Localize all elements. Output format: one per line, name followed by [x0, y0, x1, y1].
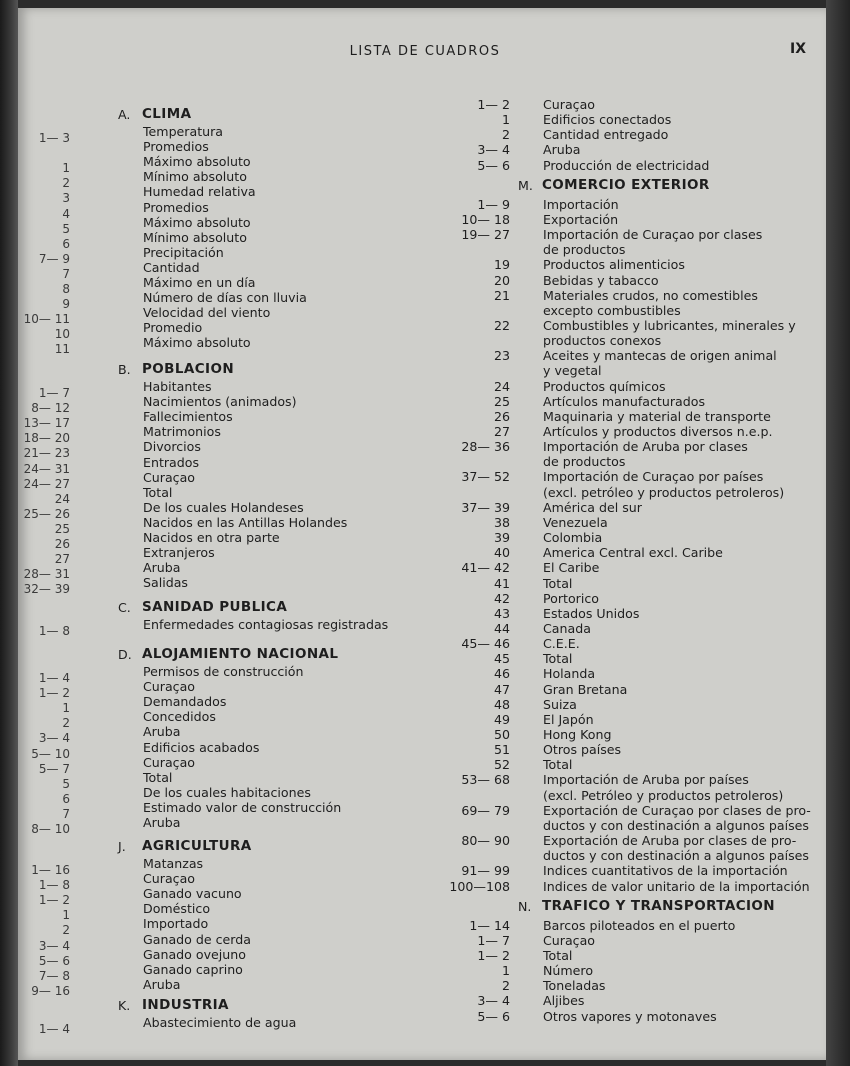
table-number: 40	[493, 545, 510, 561]
margin-table-number: 1— 16	[31, 863, 70, 877]
table-entry: Curaçao	[543, 97, 596, 112]
table-entry: (excl. Petróleo y productos petroleros)	[543, 787, 784, 803]
margin-table-number: 1— 2	[38, 686, 70, 701]
table-entry: Edificios acabados	[143, 739, 260, 755]
table-number: 1— 9	[477, 196, 510, 212]
table-number: 28— 36	[461, 439, 510, 455]
table-number: 45— 46	[461, 636, 510, 652]
table-entry: de productos	[543, 454, 626, 470]
table-entry: (excl. petróleo y productos petroleros)	[543, 484, 785, 500]
table-number: 24	[493, 378, 510, 394]
table-entry: Artículos manufacturados	[543, 393, 706, 409]
table-entry: Estimado valor de construcción	[143, 799, 342, 815]
table-number: 51	[493, 742, 510, 758]
table-entry: Otros países	[543, 742, 622, 758]
table-entry: Aruba	[143, 724, 181, 740]
margin-table-number: 8— 12	[31, 401, 70, 416]
table-entry: Concedidos	[143, 709, 216, 725]
table-entry: Nacidos en otra parte	[143, 530, 280, 545]
margin-table-number: 26	[54, 537, 70, 551]
margin-table-number: 5— 7	[38, 761, 70, 776]
table-entry: Maquinaria y material de transporte	[543, 408, 771, 424]
table-entry: Exportación de Curaçao por clases de pro-	[543, 802, 811, 818]
table-entry: Exportación de Aruba por clases de pro-	[543, 833, 797, 849]
table-number: 10— 18	[461, 211, 510, 227]
margin-table-number: 2	[62, 923, 70, 938]
table-entry: Matrimonios	[143, 424, 221, 440]
table-number: 100—108	[449, 878, 510, 894]
table-number: 2	[501, 978, 510, 994]
margin-table-number: 1— 8	[38, 878, 70, 893]
page-edge	[826, 0, 850, 1066]
section-letter: K.	[118, 998, 131, 1013]
margin-table-number: 24	[54, 491, 70, 506]
table-number: 26	[493, 408, 510, 424]
margin-table-number: 11	[54, 342, 70, 357]
table-entry: Divorcios	[143, 439, 201, 455]
section-title: INDUSTRIA	[142, 997, 229, 1013]
table-entry: excepto combustibles	[543, 302, 681, 318]
table-entry: Indices cuantitativos de la importación	[543, 863, 788, 879]
margin-table-number: 28— 31	[23, 567, 70, 582]
table-entry: Gran Bretana	[543, 681, 628, 697]
table-entry: Promedios	[143, 199, 209, 215]
margin-table-number: 1	[62, 908, 70, 923]
table-entry: Edificios conectados	[543, 112, 672, 128]
margin-table-number: 2	[62, 716, 70, 731]
margin-table-number: 18— 20	[23, 431, 70, 446]
book-spine	[0, 0, 18, 1066]
table-number: 21	[493, 287, 510, 303]
table-entry: América del sur	[543, 499, 642, 515]
margin-table-number: 6	[62, 791, 70, 806]
table-entry: Nacimientos (animados)	[143, 394, 297, 410]
table-entry: Máximo absoluto	[143, 214, 251, 230]
section-title: SANIDAD PUBLICA	[142, 599, 288, 615]
table-number: 49	[493, 711, 510, 727]
table-entry: Máximo en un día	[143, 275, 256, 290]
table-entry: Otros vapores y motonaves	[543, 1008, 717, 1024]
table-entry: Hong Kong	[543, 727, 612, 742]
table-entry: Cantidad entregado	[543, 127, 669, 143]
table-entry: Fallecimientos	[143, 409, 233, 425]
margin-table-number: 6	[62, 236, 70, 251]
table-entry: Aruba	[543, 142, 581, 158]
table-entry: Cantidad	[143, 259, 200, 275]
table-number: 91— 99	[461, 863, 510, 879]
table-entry: ductos y con destinación a algunos países	[543, 817, 809, 833]
margin-table-number: 9	[62, 297, 70, 312]
margin-table-number: 1— 7	[38, 386, 70, 400]
table-number: 39	[493, 530, 510, 546]
table-number: 20	[493, 272, 510, 288]
margin-table-number: 9— 16	[31, 983, 70, 998]
table-entry: Importación	[543, 196, 619, 212]
table-number: 1— 14	[469, 917, 510, 933]
table-entry: Ganado vacuno	[143, 886, 242, 902]
table-number: 37— 52	[461, 469, 510, 485]
table-entry: El Japón	[543, 711, 594, 727]
margin-table-number: 1— 4	[38, 1022, 70, 1036]
table-number: 1	[501, 963, 510, 979]
margin-table-number: 1— 8	[38, 624, 70, 638]
table-number: 1— 7	[477, 932, 510, 948]
table-number: 69— 79	[461, 802, 510, 818]
margin-table-number: 1— 4	[38, 671, 70, 685]
margin-table-number: 1	[62, 701, 70, 716]
table-entry: Combustibles y lubricantes, minerales y	[543, 317, 796, 333]
table-entry: Matanzas	[143, 856, 204, 871]
table-number: 3— 4	[477, 142, 510, 158]
table-entry: y vegetal	[543, 363, 602, 379]
margin-table-number: 10— 11	[23, 312, 70, 327]
table-entry: Extranjeros	[143, 545, 215, 561]
table-entry: Producción de electricidad	[543, 157, 710, 173]
table-number: 2	[501, 127, 510, 143]
table-entry: Bebidas y tabacco	[543, 272, 659, 288]
table-entry: Máximo absoluto	[143, 335, 251, 351]
table-entry: Mínimo absoluto	[143, 169, 247, 185]
table-entry: Aljibes	[543, 993, 585, 1009]
section-title: POBLACION	[142, 361, 235, 377]
section-title: ALOJAMIENTO NACIONAL	[142, 646, 339, 662]
margin-table-number: 3— 4	[38, 938, 70, 953]
margin-table-number: 7	[62, 266, 70, 281]
table-number: 41	[493, 575, 510, 591]
table-number: 80— 90	[461, 833, 510, 849]
table-entry: Total	[543, 651, 573, 667]
table-entry: Temperatura	[143, 124, 224, 139]
margin-table-number: 7— 9	[38, 251, 70, 266]
table-entry: de productos	[543, 242, 626, 258]
table-entry: Barcos piloteados en el puerto	[543, 917, 736, 933]
margin-table-number: 13— 17	[23, 416, 70, 431]
section-letter: A.	[118, 107, 131, 122]
section-letter: N.	[518, 898, 532, 914]
table-number: 47	[493, 681, 510, 697]
table-entry: Doméstico	[143, 901, 211, 917]
margin-table-number: 8	[62, 282, 70, 296]
section-letter: B.	[118, 362, 131, 377]
table-number: 50	[493, 727, 510, 742]
table-entry: Nacidos en las Antillas Holandes	[143, 514, 348, 530]
table-entry: Total	[543, 947, 573, 963]
table-entry: De los cuales habitaciones	[143, 784, 311, 800]
margin-table-number: 1— 2	[38, 893, 70, 908]
margin-table-number: 1	[62, 161, 70, 176]
table-entry: Importación de Aruba por países	[543, 772, 749, 788]
table-entry: Curaçao	[143, 469, 196, 485]
table-entry: Ganado de cerda	[143, 931, 251, 947]
section-title: CLIMA	[142, 106, 192, 122]
table-entry: Curaçao	[143, 871, 196, 887]
table-entry: ductos y con destinación a algunos países	[543, 848, 809, 864]
table-entry: De los cuales Holandeses	[143, 499, 304, 515]
margin-table-number: 5	[62, 776, 70, 791]
table-entry: Demandados	[143, 694, 227, 710]
margin-table-number: 5— 6	[38, 953, 70, 968]
section-title: AGRICULTURA	[142, 838, 252, 854]
table-entry: Ganado caprino	[143, 961, 243, 977]
table-entry: Humedad relativa	[143, 184, 256, 200]
table-number: 3— 4	[477, 993, 510, 1009]
table-number: 22	[493, 317, 510, 333]
margin-table-number: 3	[62, 191, 70, 206]
table-entry: Artículos y productos diversos n.e.p.	[543, 424, 773, 439]
table-entry: Precipitación	[143, 244, 224, 260]
table-entry: Salidas	[143, 575, 188, 591]
margin-table-number: 1— 3	[38, 131, 70, 145]
table-number: 52	[493, 757, 510, 773]
table-entry: Materiales crudos, no comestibles	[543, 287, 758, 303]
margin-table-number: 5— 10	[31, 746, 70, 761]
margin-table-number: 3— 4	[38, 731, 70, 746]
page-number: IX	[789, 41, 806, 57]
table-entry: Habitantes	[143, 379, 212, 394]
margin-table-number: 25	[54, 521, 70, 536]
margin-table-number: 8— 10	[31, 822, 70, 836]
table-entry: Exportación	[543, 211, 619, 227]
table-number: 1— 2	[477, 97, 510, 112]
table-entry: Canada	[543, 620, 591, 636]
table-number: 5— 6	[477, 157, 510, 173]
table-entry: Colombia	[543, 530, 603, 546]
table-number: 27	[493, 424, 510, 439]
table-entry: Total	[543, 575, 573, 591]
margin-table-number: 24— 27	[23, 476, 70, 491]
table-number: 46	[493, 666, 510, 682]
margin-table-number: 27	[54, 552, 70, 567]
table-entry: Aruba	[143, 976, 181, 992]
table-number: 1— 2	[477, 947, 510, 963]
table-entry: Aceites y mantecas de origen animal	[543, 348, 777, 364]
table-number: 48	[493, 696, 510, 712]
section-letter: D.	[118, 647, 132, 662]
table-entry: Portorico	[543, 590, 599, 606]
section-letter: M.	[518, 177, 533, 193]
table-entry: Importación de Curaçao por países	[543, 469, 764, 485]
margin-table-number: 25— 26	[23, 506, 70, 521]
table-number: 19— 27	[461, 227, 510, 243]
margin-table-number: 5	[62, 221, 70, 236]
table-entry: Permisos de construcción	[143, 664, 304, 679]
section-letter: J.	[118, 839, 126, 854]
section-title: COMERCIO EXTERIOR	[542, 176, 710, 193]
table-entry: Holanda	[543, 666, 596, 682]
section-letter: C.	[118, 600, 131, 615]
table-entry: Abastecimiento de agua	[143, 1015, 297, 1030]
margin-table-number: 21— 23	[23, 446, 70, 461]
table-entry: Productos alimenticios	[543, 257, 685, 273]
table-entry: Estados Unidos	[543, 605, 640, 621]
table-entry: Venezuela	[543, 514, 608, 530]
table-entry: Número de días con lluvia	[143, 290, 307, 306]
table-entry: Entrados	[143, 454, 200, 470]
table-entry: Importado	[143, 916, 209, 932]
margin-table-number: 7— 8	[38, 968, 70, 983]
table-entry: C.E.E.	[543, 636, 580, 652]
table-entry: Productos químicos	[543, 378, 666, 394]
table-number: 53— 68	[461, 772, 510, 788]
table-number: 45	[493, 651, 510, 667]
table-number: 19	[493, 257, 510, 273]
table-number: 44	[493, 620, 510, 636]
table-entry: Suiza	[543, 696, 577, 712]
table-entry: Máximo absoluto	[143, 154, 251, 170]
table-entry: Importación de Aruba por clases	[543, 439, 748, 455]
page-header-title: LISTA DE CUADROS	[349, 44, 501, 59]
table-entry: Curaçao	[543, 932, 596, 948]
table-number: 42	[493, 590, 510, 606]
table-entry: Total	[143, 769, 173, 785]
table-number: 5— 6	[477, 1008, 510, 1024]
table-entry: Total	[543, 757, 573, 773]
table-number: 25	[493, 393, 510, 409]
margin-table-number: 32— 39	[23, 582, 70, 597]
table-entry: Aruba	[143, 560, 181, 576]
table-entry: Toneladas	[543, 978, 606, 994]
table-entry: Total	[143, 484, 173, 500]
table-number: 38	[493, 514, 510, 530]
table-number: 37— 39	[461, 499, 510, 515]
table-number: 1	[501, 112, 510, 128]
table-entry: Enfermedades contagiosas registradas	[143, 617, 389, 632]
table-entry: Promedio	[143, 320, 203, 336]
table-entry: Número	[543, 963, 594, 979]
table-entry: Aruba	[143, 815, 181, 830]
table-entry: Velocidad del viento	[143, 305, 271, 321]
margin-table-number: 10	[54, 327, 70, 342]
table-number: 23	[493, 348, 510, 364]
table-number: 41— 42	[461, 560, 510, 576]
margin-table-number: 7	[62, 806, 70, 821]
margin-table-number: 2	[62, 176, 70, 191]
table-entry: America Central excl. Caribe	[543, 545, 723, 561]
table-entry: Curaçao	[143, 754, 196, 770]
table-entry: Curaçao	[143, 679, 196, 695]
table-entry: Mínimo absoluto	[143, 229, 247, 245]
table-entry: Ganado ovejuno	[143, 946, 246, 962]
table-entry: Importación de Curaçao por clases	[543, 227, 763, 243]
table-number: 43	[493, 605, 510, 621]
section-title: TRAFICO Y TRANSPORTACION	[542, 897, 776, 914]
table-entry: productos conexos	[543, 333, 662, 349]
table-entry: Promedios	[143, 139, 209, 155]
margin-table-number: 24— 31	[23, 461, 70, 476]
table-entry: Indices de valor unitario de la importación	[543, 878, 810, 894]
table-entry: El Caribe	[543, 560, 600, 576]
margin-table-number: 4	[62, 206, 70, 221]
